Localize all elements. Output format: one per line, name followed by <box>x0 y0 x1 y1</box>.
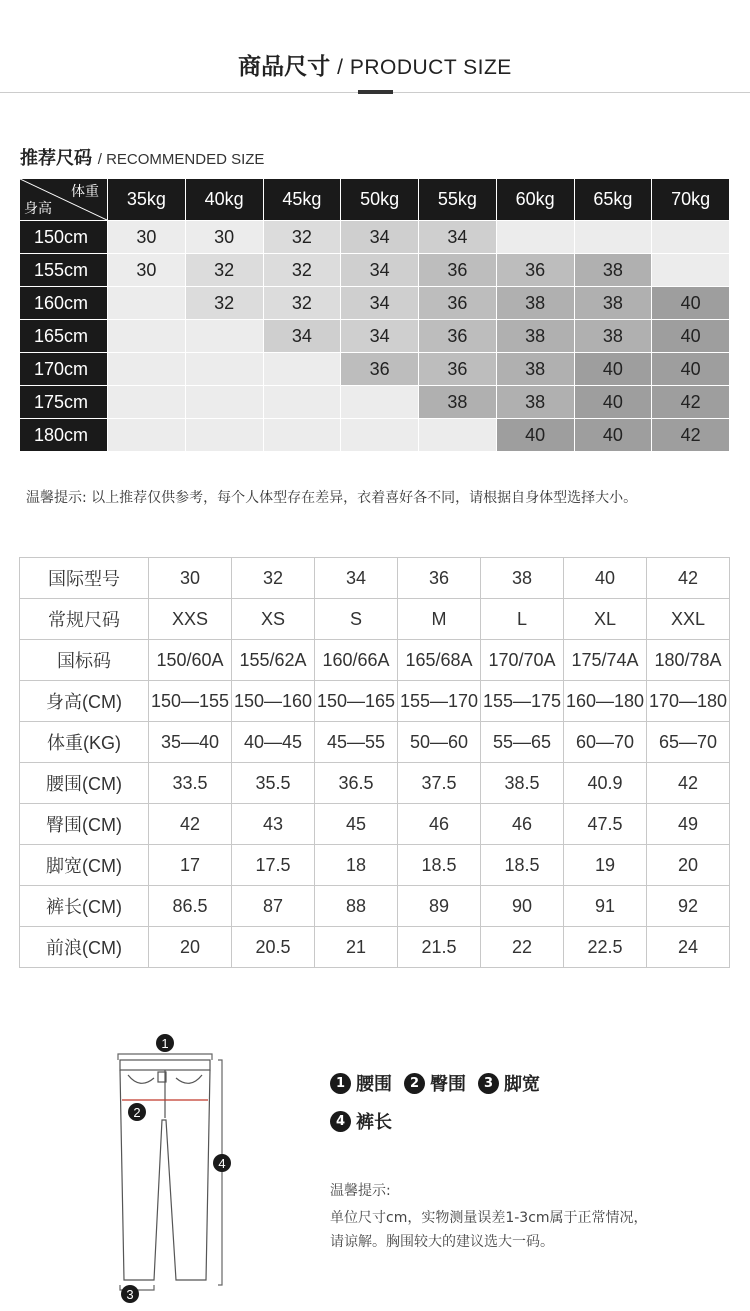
header-accent-bar <box>358 90 393 94</box>
size-cell <box>652 221 730 254</box>
spec-value: 160—180 <box>564 681 647 722</box>
size-cell: 38 <box>574 287 652 320</box>
size-cell <box>185 419 263 452</box>
legend-item <box>330 1070 392 1096</box>
spec-value: 165/68A <box>398 640 481 681</box>
spec-value: 88 <box>315 886 398 927</box>
size-cell: 34 <box>263 320 341 353</box>
size-cell: 34 <box>341 221 419 254</box>
size-cell: 40 <box>652 353 730 386</box>
spec-value: 46 <box>398 804 481 845</box>
spec-label: 国标码 <box>20 640 149 681</box>
spec-value: 36 <box>398 558 481 599</box>
spec-value: XL <box>564 599 647 640</box>
svg-text:1: 1 <box>161 1036 169 1051</box>
spec-label: 腰围(CM) <box>20 763 149 804</box>
size-cell: 40 <box>574 419 652 452</box>
size-cell: 30 <box>185 221 263 254</box>
size-cell <box>108 386 186 419</box>
size-cell: 38 <box>496 353 574 386</box>
legend-label: 腰围 <box>356 1074 392 1095</box>
spec-value: 18 <box>315 845 398 886</box>
size-cell: 34 <box>341 320 419 353</box>
height-header: 150cm <box>20 221 108 254</box>
spec-value: 45 <box>315 804 398 845</box>
legend-number-icon: 4 <box>330 1111 351 1132</box>
spec-value: 150—155 <box>149 681 232 722</box>
spec-value: 170/70A <box>481 640 564 681</box>
size-cell <box>108 287 186 320</box>
weight-header: 35kg <box>108 179 186 221</box>
size-cell: 36 <box>419 287 497 320</box>
spec-label: 臀围(CM) <box>20 804 149 845</box>
spec-value: 40 <box>564 558 647 599</box>
spec-value: 32 <box>232 558 315 599</box>
size-cell: 40 <box>652 287 730 320</box>
spec-value: 42 <box>149 804 232 845</box>
height-header: 155cm <box>20 254 108 287</box>
size-cell: 32 <box>263 287 341 320</box>
legend-number-icon: 1 <box>330 1073 351 1094</box>
spec-value: 20 <box>647 845 730 886</box>
spec-value: 19 <box>564 845 647 886</box>
table-row <box>20 804 730 845</box>
spec-value: 91 <box>564 886 647 927</box>
spec-value: 18.5 <box>398 845 481 886</box>
header-title-zh: 商品尺寸 <box>238 54 331 80</box>
spec-value: 55—65 <box>481 722 564 763</box>
size-cell: 40 <box>496 419 574 452</box>
table-row <box>20 722 730 763</box>
legend-item <box>330 1108 392 1134</box>
spec-value: 40.9 <box>564 763 647 804</box>
height-header: 180cm <box>20 419 108 452</box>
height-header: 175cm <box>20 386 108 419</box>
spec-value: L <box>481 599 564 640</box>
spec-value: 155—170 <box>398 681 481 722</box>
table-row <box>20 763 730 804</box>
spec-value: 38 <box>481 558 564 599</box>
note-body: 单位尺寸cm，实物测量误差1-3cm属于正常情况，请谅解。胸围较大的建议选大一码。 <box>330 1210 648 1250</box>
spec-value: 175/74A <box>564 640 647 681</box>
size-cell <box>263 353 341 386</box>
legend-item <box>478 1070 540 1096</box>
spec-value: 17.5 <box>232 845 315 886</box>
table-row <box>20 558 730 599</box>
size-cell <box>496 221 574 254</box>
height-header: 160cm <box>20 287 108 320</box>
spec-label: 身高(CM) <box>20 681 149 722</box>
spec-value: 20 <box>149 927 232 968</box>
size-cell <box>263 419 341 452</box>
size-spec-table <box>19 557 730 968</box>
spec-value: 65—70 <box>647 722 730 763</box>
spec-value: XS <box>232 599 315 640</box>
spec-value: 17 <box>149 845 232 886</box>
corner-height-label: 身高 <box>24 200 52 216</box>
spec-value: 90 <box>481 886 564 927</box>
spec-value: 40—45 <box>232 722 315 763</box>
size-cell <box>108 353 186 386</box>
spec-value: 170—180 <box>647 681 730 722</box>
spec-value: 87 <box>232 886 315 927</box>
size-cell <box>341 386 419 419</box>
weight-header: 70kg <box>652 179 730 221</box>
table-row <box>20 287 730 320</box>
measurement-legend <box>330 1070 552 1146</box>
spec-value: 45—55 <box>315 722 398 763</box>
weight-header: 50kg <box>341 179 419 221</box>
svg-text:3: 3 <box>126 1287 134 1302</box>
spec-value: 35—40 <box>149 722 232 763</box>
size-cell <box>574 221 652 254</box>
size-cell: 32 <box>185 254 263 287</box>
size-cell: 36 <box>419 254 497 287</box>
size-cell: 32 <box>263 221 341 254</box>
spec-value: 150/60A <box>149 640 232 681</box>
corner-cell <box>20 179 108 221</box>
spec-value: 150—160 <box>232 681 315 722</box>
size-cell <box>185 320 263 353</box>
marker-2 <box>128 1103 146 1121</box>
page-header <box>0 48 750 81</box>
table-row <box>20 254 730 287</box>
corner-weight-label: 体重 <box>71 183 99 199</box>
size-cell: 30 <box>108 221 186 254</box>
size-cell: 42 <box>652 419 730 452</box>
size-cell <box>419 419 497 452</box>
size-cell: 36 <box>419 353 497 386</box>
spec-value: 24 <box>647 927 730 968</box>
table-row <box>20 353 730 386</box>
spec-label: 脚宽(CM) <box>20 845 149 886</box>
size-cell <box>341 419 419 452</box>
spec-value: 160/66A <box>315 640 398 681</box>
table-row <box>20 886 730 927</box>
spec-value: 37.5 <box>398 763 481 804</box>
spec-value: 20.5 <box>232 927 315 968</box>
size-cell <box>108 419 186 452</box>
legend-label: 脚宽 <box>504 1074 540 1095</box>
spec-value: S <box>315 599 398 640</box>
spec-label: 常规尺码 <box>20 599 149 640</box>
size-cell: 38 <box>496 320 574 353</box>
size-cell: 34 <box>419 221 497 254</box>
weight-header: 45kg <box>263 179 341 221</box>
size-cell: 34 <box>341 287 419 320</box>
waistband <box>120 1060 210 1070</box>
legend-number-icon: 2 <box>404 1073 425 1094</box>
spec-value: XXS <box>149 599 232 640</box>
spec-value: 150—165 <box>315 681 398 722</box>
spec-value: 46 <box>481 804 564 845</box>
spec-value: 33.5 <box>149 763 232 804</box>
height-header: 165cm <box>20 320 108 353</box>
size-cell <box>652 254 730 287</box>
spec-value: 43 <box>232 804 315 845</box>
size-cell: 32 <box>185 287 263 320</box>
spec-value: 34 <box>315 558 398 599</box>
legend-label: 臀围 <box>430 1074 466 1095</box>
table-row <box>20 845 730 886</box>
legend-item <box>404 1070 466 1096</box>
table-row <box>20 419 730 452</box>
spec-value: 180/78A <box>647 640 730 681</box>
spec-label: 前浪(CM) <box>20 927 149 968</box>
spec-value: 86.5 <box>149 886 232 927</box>
pants-diagram <box>110 1030 250 1305</box>
spec-value: 38.5 <box>481 763 564 804</box>
svg-text:4: 4 <box>218 1156 226 1171</box>
table-row <box>20 599 730 640</box>
size-cell: 36 <box>341 353 419 386</box>
size-cell: 34 <box>341 254 419 287</box>
marker-4 <box>213 1154 231 1172</box>
spec-label: 体重(KG) <box>20 722 149 763</box>
spec-value: 21.5 <box>398 927 481 968</box>
spec-value: 35.5 <box>232 763 315 804</box>
size-cell <box>185 353 263 386</box>
spec-value: 36.5 <box>315 763 398 804</box>
recommended-size-table <box>19 178 730 452</box>
recommendation-tip: 温馨提示: 以上推荐仅供参考，每个人体型存在差异，衣着喜好各不同，请根据自身体型选择大小。 <box>26 490 638 506</box>
spec-value: 22.5 <box>564 927 647 968</box>
svg-text:2: 2 <box>133 1105 141 1120</box>
spec-value: 155—175 <box>481 681 564 722</box>
size-cell: 40 <box>574 386 652 419</box>
size-cell: 40 <box>652 320 730 353</box>
size-cell: 36 <box>419 320 497 353</box>
size-cell: 30 <box>108 254 186 287</box>
table-row <box>20 320 730 353</box>
spec-label: 裤长(CM) <box>20 886 149 927</box>
weight-header: 60kg <box>496 179 574 221</box>
size-cell: 38 <box>574 320 652 353</box>
legend-number-icon: 3 <box>478 1073 499 1094</box>
spec-label: 国际型号 <box>20 558 149 599</box>
legend-label: 裤长 <box>356 1112 392 1133</box>
spec-value: 22 <box>481 927 564 968</box>
weight-header: 65kg <box>574 179 652 221</box>
size-cell <box>185 386 263 419</box>
spec-value: 60—70 <box>564 722 647 763</box>
table-row <box>20 927 730 968</box>
table-row <box>20 386 730 419</box>
marker-3 <box>121 1285 139 1303</box>
height-header: 170cm <box>20 353 108 386</box>
weight-header: 55kg <box>419 179 497 221</box>
spec-value: 50—60 <box>398 722 481 763</box>
table-row <box>20 221 730 254</box>
spec-value: 49 <box>647 804 730 845</box>
spec-value: 18.5 <box>481 845 564 886</box>
spec-value: 92 <box>647 886 730 927</box>
spec-value: 155/62A <box>232 640 315 681</box>
size-cell: 42 <box>652 386 730 419</box>
size-cell: 32 <box>263 254 341 287</box>
spec-value: 21 <box>315 927 398 968</box>
table-row <box>20 640 730 681</box>
header-title-en: / PRODUCT SIZE <box>337 56 512 79</box>
spec-value: 89 <box>398 886 481 927</box>
size-cell: 38 <box>419 386 497 419</box>
size-cell <box>108 320 186 353</box>
size-cell: 36 <box>496 254 574 287</box>
size-cell: 38 <box>496 386 574 419</box>
weight-header: 40kg <box>185 179 263 221</box>
marker-1 <box>156 1034 174 1052</box>
spec-value: M <box>398 599 481 640</box>
spec-value: 42 <box>647 558 730 599</box>
table-row <box>20 681 730 722</box>
size-cell: 38 <box>574 254 652 287</box>
spec-value: XXL <box>647 599 730 640</box>
size-cell <box>263 386 341 419</box>
size-cell: 38 <box>496 287 574 320</box>
spec-value: 30 <box>149 558 232 599</box>
spec-value: 47.5 <box>564 804 647 845</box>
spec-value: 42 <box>647 763 730 804</box>
note-title: 温馨提示: <box>330 1183 391 1199</box>
size-cell: 40 <box>574 353 652 386</box>
recommended-title: 推荐尺码 / RECOMMENDED SIZE <box>20 148 265 169</box>
